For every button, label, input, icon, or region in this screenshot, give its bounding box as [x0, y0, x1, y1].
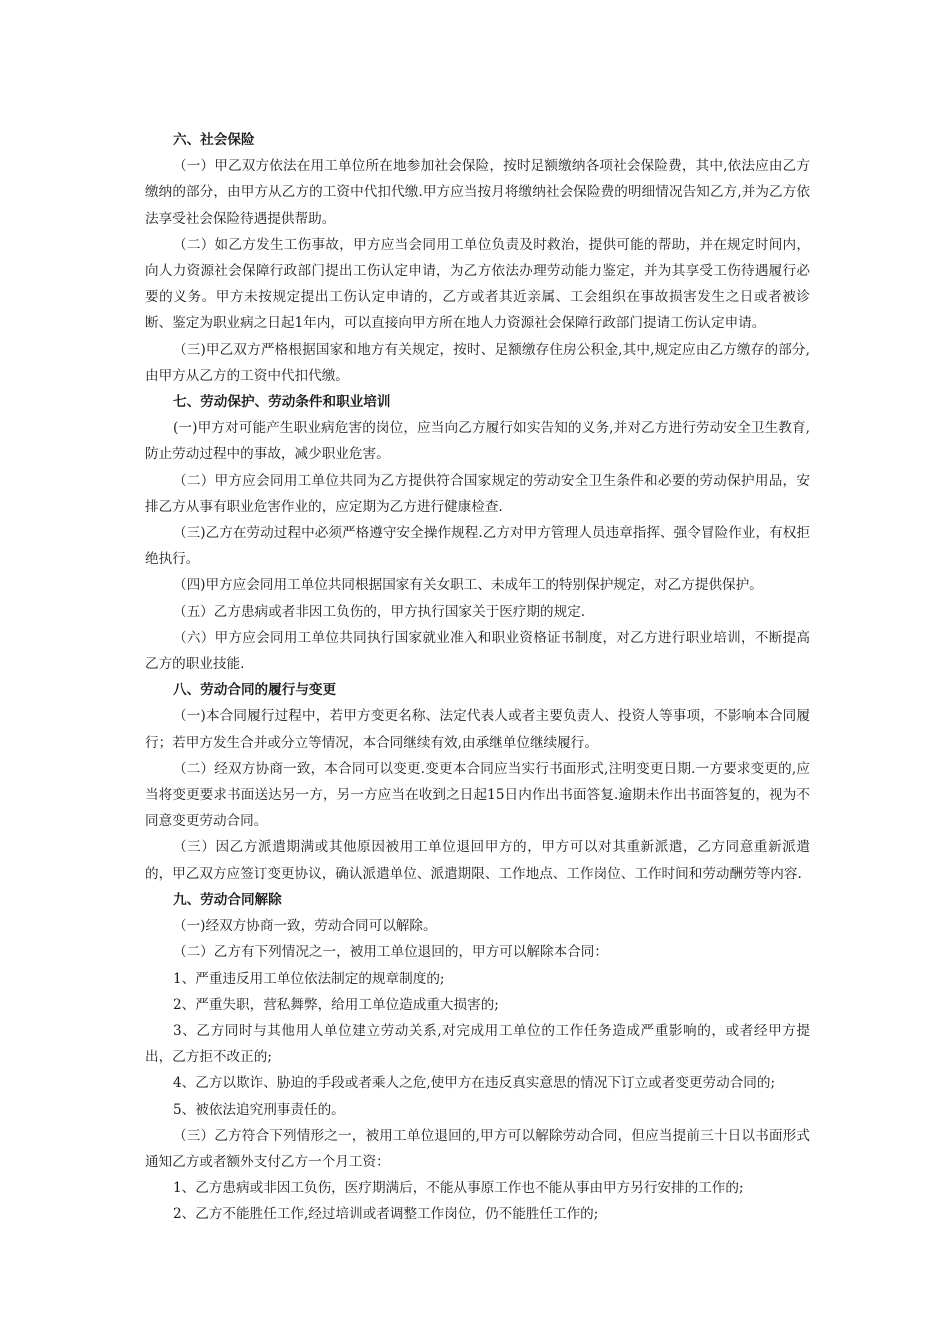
- list-item: 3、乙方同时与其他用人单位建立劳动关系,对完成用工单位的工作任务造成严重影响的，或者经甲方提出，乙方拒不改正的;: [145, 1022, 810, 1066]
- paragraph: （四)甲方应会同用工单位共同根据国家有关女职工、未成年工的特别保护规定，对乙方提供保护。: [173, 577, 763, 594]
- document-body: [145, 127, 810, 1228]
- paragraph: （六）甲方应会同用工单位共同执行国家就业准入和职业资格证书制度，对乙方进行职业培训，不断提高乙方的职业技能.: [145, 629, 810, 673]
- section-heading-labor-protection: 七、劳动保护、劳动条件和职业培训: [173, 394, 391, 411]
- paragraph: （三)甲乙双方严格根据国家和地方有关规定，按时、足额缴存住房公积金,其中,规定应由乙方缴存的部分,由甲方从乙方的工资中代扣代缴。: [145, 341, 810, 384]
- paragraph: （二）乙方有下列情况之一，被用工单位退回的，甲方可以解除本合同：: [173, 944, 608, 961]
- list-item: 2、乙方不能胜任工作,经过培训或者调整工作岗位，仍不能胜任工作的;: [173, 1206, 599, 1223]
- list-item: 1、乙方患病或非因工负伤，医疗期满后，不能从事原工作也不能从事由甲方另行安排的工作的;: [173, 1180, 744, 1197]
- list-item: 4、乙方以欺诈、胁迫的手段或者乘人之危,使甲方在违反真实意思的情况下订立或者变更劳动合同的;: [173, 1075, 776, 1092]
- section-heading-contract-termination: 九、劳动合同解除: [173, 891, 282, 908]
- list-item: 1、严重违反用工单位依法制定的规章制度的;: [173, 970, 445, 987]
- paragraph: （二）如乙方发生工伤事故，甲方应当会同用工单位负责及时救治，提供可能的帮助，并在规定时间内，向人力资源社会保障行政部门提出工伤认定申请，为乙方依法办理劳动能力鉴定，并为其享受工伤待遇履行必要的义务。甲方未按规定提出工伤认定申请的，乙方或者其近亲属、工会组织在事故损害发生之日或者被诊断、鉴定为职业病之日起1年内，可以直接向甲方所在地人力资源社会保障行政部门提请工伤认定申请。: [145, 236, 810, 332]
- list-item: 2、严重失职，营私舞弊，给用工单位造成重大损害的;: [173, 996, 499, 1013]
- paragraph: （一）甲乙双方依法在用工单位所在地参加社会保险，按时足额缴纳各项社会保险费，其中,依法应由乙方缴纳的部分，由甲方从乙方的工资中代扣代缴.甲方应当按月将缴纳社会保险费的明细情况告知乙方,并为乙方依法享受社会保险待遇提供帮助。: [145, 158, 810, 227]
- paragraph: （五）乙方患病或者非因工负伤的，甲方执行国家关于医疗期的规定.: [173, 603, 586, 620]
- section-heading-contract-performance: 八、劳动合同的履行与变更: [173, 682, 337, 699]
- paragraph: （三）乙方符合下列情形之一，被用工单位退回的,甲方可以解除劳动合同，但应当提前三十日以书面形式通知乙方或者额外支付乙方一个月工资：: [145, 1127, 810, 1170]
- paragraph: （三）因乙方派遣期满或其他原因被用工单位退回甲方的，甲方可以对其重新派遣，乙方同意重新派遣的，甲乙双方应签订变更协议，确认派遣单位、派遣期限、工作地点、工作岗位、工作时间和劳动酬劳等内容.: [145, 839, 810, 882]
- paragraph: （三)乙方在劳动过程中必须严格遵守安全操作规程.乙方对甲方管理人员违章指挥、强令冒险作业，有权拒绝执行。: [145, 525, 810, 568]
- paragraph: （一)经双方协商一致，劳动合同可以解除。: [173, 918, 437, 935]
- paragraph: （二）甲方应会同用工单位共同为乙方提供符合国家规定的劳动安全卫生条件和必要的劳动保护用品，安排乙方从事有职业危害作业的，应定期为乙方进行健康检查.: [145, 472, 810, 515]
- section-heading-social-insurance: 六、社会保险: [173, 132, 255, 148]
- paragraph: （二）经双方协商一致，本合同可以变更.变更本合同应当实行书面形式,注明变更日期.一方要求变更的,应当将变更要求书面送达另一方，另一方应当在收到之日起15日内作出书面答复.逾期未作出书面答复的，视为不同意变更劳动合同。: [145, 760, 810, 830]
- paragraph: (一)甲方对可能产生职业病危害的岗位，应当向乙方履行如实告知的义务,并对乙方进行劳动安全卫生教育,防止劳动过程中的事故，减少职业危害。: [145, 420, 810, 463]
- list-item: 5、被依法追究刑事责任的。: [173, 1101, 345, 1118]
- paragraph: （一)本合同履行过程中，若甲方变更名称、法定代表人或者主要负责人、投资人等事项，不影响本合同履行；若甲方发生合并或分立等情况，本合同继续有效,由承继单位继续履行。: [145, 708, 810, 751]
